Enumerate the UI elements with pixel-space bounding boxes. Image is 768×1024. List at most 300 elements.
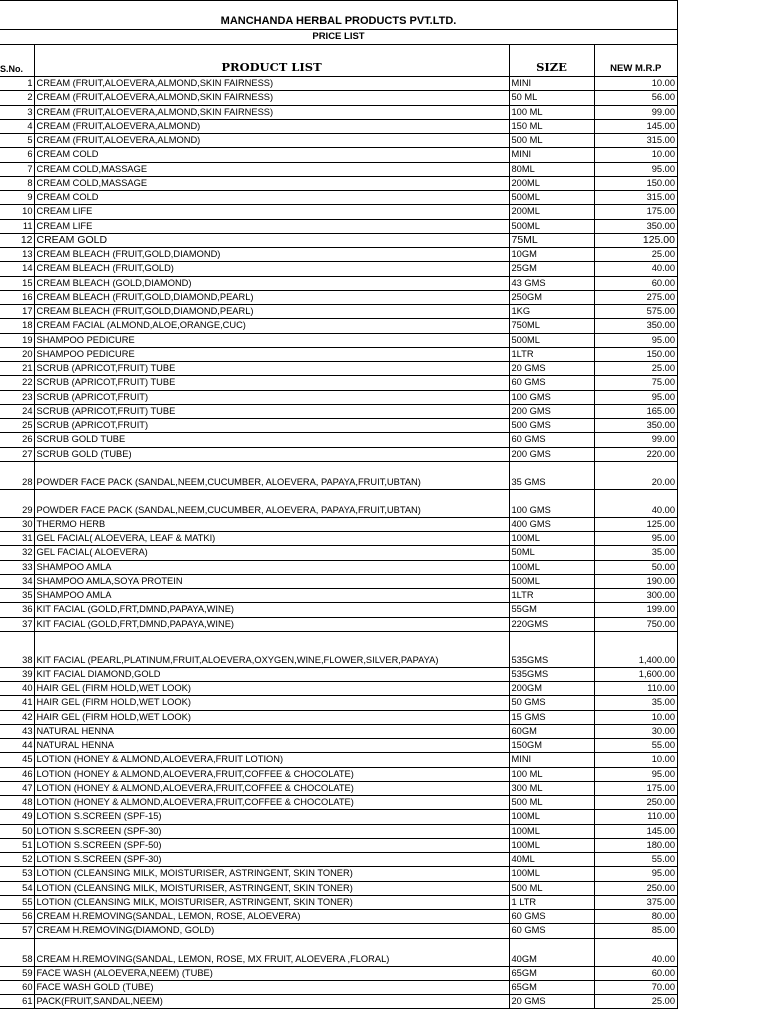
row-product: POWDER FACE PACK (SANDAL,NEEM,CUCUMBER, ALOEVERA, PAPAYA,FRUIT,UBTAN) — [34, 489, 509, 517]
row-mrp: 180.00 — [594, 838, 677, 852]
row-mrp: 250.00 — [594, 881, 677, 895]
row-sno: 9 — [0, 191, 34, 205]
row-sno: 50 — [0, 824, 34, 838]
table-row — [0, 319, 677, 333]
row-size: MINI — [509, 753, 594, 767]
row-mrp: 35.00 — [594, 696, 677, 710]
table-row — [0, 517, 677, 531]
table-row — [0, 91, 677, 105]
row-mrp: 250.00 — [594, 796, 677, 810]
row-sno: 3 — [0, 105, 34, 119]
row-mrp: 50.00 — [594, 560, 677, 574]
row-sno: 41 — [0, 696, 34, 710]
row-mrp: 70.00 — [594, 980, 677, 994]
table-row — [0, 134, 677, 148]
row-size: 80ML — [509, 162, 594, 176]
table-row — [0, 376, 677, 390]
table-row — [0, 248, 677, 262]
row-mrp: 110.00 — [594, 682, 677, 696]
row-product: KIT FACIAL (PEARL,PLATINUM,FRUIT,ALOEVERA,OXYGEN,WINE,FLOWER,SILVER,PAPAYA) — [34, 631, 509, 667]
row-mrp: 175.00 — [594, 781, 677, 795]
table-row — [0, 838, 677, 852]
row-size: 65GM — [509, 966, 594, 980]
price-list-subtitle: PRICE LIST — [0, 30, 677, 45]
row-sno: 53 — [0, 867, 34, 881]
row-product: CREAM COLD,MASSAGE — [34, 176, 509, 190]
row-mrp: 25.00 — [594, 362, 677, 376]
row-product: GEL FACIAL( ALOEVERA, LEAF & MATKI) — [34, 532, 509, 546]
row-sno: 22 — [0, 376, 34, 390]
row-sno: 24 — [0, 404, 34, 418]
table-row — [0, 824, 677, 838]
row-mrp: 60.00 — [594, 966, 677, 980]
row-product: LOTION (CLEANSING MILK, MOISTURISER, ASTRINGENT, SKIN TONER) — [34, 895, 509, 909]
row-sno: 37 — [0, 617, 34, 631]
row-sno: 61 — [0, 995, 34, 1009]
row-mrp: 145.00 — [594, 824, 677, 838]
row-mrp: 350.00 — [594, 319, 677, 333]
row-mrp: 25.00 — [594, 995, 677, 1009]
table-row — [0, 262, 677, 276]
table-row — [0, 938, 677, 966]
row-product: SHAMPOO PEDICURE — [34, 347, 509, 361]
row-mrp: 1,600.00 — [594, 667, 677, 681]
row-size: 20 GMS — [509, 362, 594, 376]
row-mrp: 300.00 — [594, 589, 677, 603]
row-sno: 40 — [0, 682, 34, 696]
row-sno: 56 — [0, 910, 34, 924]
row-size: 50 GMS — [509, 696, 594, 710]
row-size: 300 ML — [509, 781, 594, 795]
row-sno: 20 — [0, 347, 34, 361]
row-size: 150GM — [509, 739, 594, 753]
row-mrp: 40.00 — [594, 489, 677, 517]
row-sno: 11 — [0, 219, 34, 233]
table-row — [0, 433, 677, 447]
row-mrp: 125.00 — [594, 233, 677, 247]
table-row — [0, 148, 677, 162]
row-size: 40ML — [509, 853, 594, 867]
row-size: 535GMS — [509, 631, 594, 667]
table-row — [0, 724, 677, 738]
row-sno: 23 — [0, 390, 34, 404]
row-sno: 4 — [0, 119, 34, 133]
row-product: CREAM BLEACH (FRUIT,GOLD,DIAMOND) — [34, 248, 509, 262]
row-product: CREAM BLEACH (FRUIT,GOLD,DIAMOND,PEARL) — [34, 290, 509, 304]
row-product: SCRUB (APRICOT,FRUIT) TUBE — [34, 376, 509, 390]
table-row — [0, 404, 677, 418]
row-sno: 29 — [0, 489, 34, 517]
row-mrp: 315.00 — [594, 191, 677, 205]
row-product: LOTION (HONEY & ALMOND,ALOEVERA,FRUIT,COFFEE & CHOCOLATE) — [34, 781, 509, 795]
row-sno: 52 — [0, 853, 34, 867]
row-product: SCRUB (APRICOT,FRUIT) TUBE — [34, 404, 509, 418]
row-mrp: 20.00 — [594, 461, 677, 489]
row-mrp: 95.00 — [594, 162, 677, 176]
row-mrp: 95.00 — [594, 767, 677, 781]
row-size: 60 GMS — [509, 924, 594, 938]
row-mrp: 350.00 — [594, 219, 677, 233]
row-product: LOTION S.SCREEN (SPF-30) — [34, 853, 509, 867]
row-size: 60GM — [509, 724, 594, 738]
table-row — [0, 419, 677, 433]
row-product: CREAM GOLD — [34, 233, 509, 247]
row-sno: 2 — [0, 91, 34, 105]
table-row — [0, 667, 677, 681]
table-row — [0, 461, 677, 489]
table-row — [0, 881, 677, 895]
row-size: 1LTR — [509, 589, 594, 603]
row-mrp: 150.00 — [594, 347, 677, 361]
row-sno: 59 — [0, 966, 34, 980]
table-row — [0, 105, 677, 119]
row-size: 500 ML — [509, 796, 594, 810]
row-size: 220GMS — [509, 617, 594, 631]
row-mrp: 110.00 — [594, 810, 677, 824]
row-sno: 33 — [0, 560, 34, 574]
row-product: CREAM (FRUIT,ALOEVERA,ALMOND) — [34, 134, 509, 148]
row-size: 500ML — [509, 191, 594, 205]
row-sno: 7 — [0, 162, 34, 176]
row-product: PACK(FRUIT,SANDAL,NEEM) — [34, 995, 509, 1009]
table-row — [0, 631, 677, 667]
company-name: MANCHANDA HERBAL PRODUCTS PVT.LTD. — [0, 0, 677, 30]
row-sno: 14 — [0, 262, 34, 276]
row-product: KIT FACIAL DIAMOND,GOLD — [34, 667, 509, 681]
row-product: SHAMPOO AMLA — [34, 560, 509, 574]
row-mrp: 750.00 — [594, 617, 677, 631]
row-mrp: 55.00 — [594, 853, 677, 867]
price-table — [0, 45, 677, 1009]
row-size: 1 LTR — [509, 895, 594, 909]
column-header-size: SIZE — [509, 45, 594, 77]
row-size: 200ML — [509, 176, 594, 190]
row-product: LOTION (HONEY & ALMOND,ALOEVERA,FRUIT,COFFEE & CHOCOLATE) — [34, 796, 509, 810]
row-sno: 17 — [0, 305, 34, 319]
row-mrp: 275.00 — [594, 290, 677, 304]
row-mrp: 350.00 — [594, 419, 677, 433]
row-product: CREAM COLD — [34, 148, 509, 162]
row-product: SCRUB (APRICOT,FRUIT) TUBE — [34, 362, 509, 376]
row-product: SCRUB (APRICOT,FRUIT) — [34, 419, 509, 433]
row-sno: 12 — [0, 233, 34, 247]
row-size: 250GM — [509, 290, 594, 304]
column-header-product: PRODUCT LIST — [34, 45, 509, 77]
table-row — [0, 546, 677, 560]
row-size: 100ML — [509, 867, 594, 881]
row-sno: 35 — [0, 589, 34, 603]
row-product: HAIR GEL (FIRM HOLD,WET LOOK) — [34, 696, 509, 710]
row-product: SHAMPOO AMLA,SOYA PROTEIN — [34, 574, 509, 588]
table-row — [0, 617, 677, 631]
row-mrp: 85.00 — [594, 924, 677, 938]
row-product: FACE WASH (ALOEVERA,NEEM) (TUBE) — [34, 966, 509, 980]
row-size: 10GM — [509, 248, 594, 262]
table-row — [0, 739, 677, 753]
row-size: 100ML — [509, 532, 594, 546]
row-mrp: 10.00 — [594, 148, 677, 162]
row-mrp: 30.00 — [594, 724, 677, 738]
row-sno: 51 — [0, 838, 34, 852]
table-row — [0, 753, 677, 767]
row-mrp: 99.00 — [594, 105, 677, 119]
row-size: 15 GMS — [509, 710, 594, 724]
row-mrp: 10.00 — [594, 77, 677, 91]
row-sno: 42 — [0, 710, 34, 724]
row-product: CREAM (FRUIT,ALOEVERA,ALMOND,SKIN FAIRNESS) — [34, 105, 509, 119]
table-row — [0, 276, 677, 290]
row-product: GEL FACIAL( ALOEVERA) — [34, 546, 509, 560]
row-size: 1KG — [509, 305, 594, 319]
row-sno: 34 — [0, 574, 34, 588]
table-row — [0, 966, 677, 980]
row-product: LOTION (HONEY & ALMOND,ALOEVERA,FRUIT LOTION) — [34, 753, 509, 767]
table-row — [0, 995, 677, 1009]
table-row — [0, 162, 677, 176]
table-row — [0, 205, 677, 219]
row-mrp: 199.00 — [594, 603, 677, 617]
row-sno: 60 — [0, 980, 34, 994]
row-sno: 27 — [0, 447, 34, 461]
row-product: CREAM LIFE — [34, 205, 509, 219]
row-mrp: 25.00 — [594, 248, 677, 262]
row-sno: 25 — [0, 419, 34, 433]
table-header-row — [0, 45, 677, 77]
row-size: 100 GMS — [509, 489, 594, 517]
row-size: 1LTR — [509, 347, 594, 361]
row-mrp: 175.00 — [594, 205, 677, 219]
row-product: CREAM BLEACH (FRUIT,GOLD) — [34, 262, 509, 276]
row-mrp: 60.00 — [594, 276, 677, 290]
row-sno: 44 — [0, 739, 34, 753]
row-product: SHAMPOO AMLA — [34, 589, 509, 603]
table-row — [0, 333, 677, 347]
row-size: 100ML — [509, 560, 594, 574]
row-sno: 18 — [0, 319, 34, 333]
row-size: 55GM — [509, 603, 594, 617]
row-sno: 19 — [0, 333, 34, 347]
row-product: CREAM FACIAL (ALMOND,ALOE,ORANGE,CUC) — [34, 319, 509, 333]
row-size: 200 GMS — [509, 447, 594, 461]
row-size: 60 GMS — [509, 433, 594, 447]
row-sno: 1 — [0, 77, 34, 91]
row-product: POWDER FACE PACK (SANDAL,NEEM,CUCUMBER, ALOEVERA, PAPAYA,FRUIT,UBTAN) — [34, 461, 509, 489]
table-row — [0, 589, 677, 603]
row-mrp: 190.00 — [594, 574, 677, 588]
table-row — [0, 347, 677, 361]
row-size: 20 GMS — [509, 995, 594, 1009]
row-size: 500ML — [509, 574, 594, 588]
row-product: SCRUB GOLD TUBE — [34, 433, 509, 447]
row-mrp: 375.00 — [594, 895, 677, 909]
row-mrp: 99.00 — [594, 433, 677, 447]
row-product: CREAM BLEACH (FRUIT,GOLD,DIAMOND,PEARL) — [34, 305, 509, 319]
row-size: 200ML — [509, 205, 594, 219]
row-size: 400 GMS — [509, 517, 594, 531]
row-product: CREAM (FRUIT,ALOEVERA,ALMOND,SKIN FAIRNESS) — [34, 91, 509, 105]
row-mrp: 95.00 — [594, 390, 677, 404]
row-sno: 38 — [0, 631, 34, 667]
table-row — [0, 560, 677, 574]
row-sno: 39 — [0, 667, 34, 681]
row-size: 500 GMS — [509, 419, 594, 433]
row-sno: 45 — [0, 753, 34, 767]
row-size: 200GM — [509, 682, 594, 696]
row-sno: 43 — [0, 724, 34, 738]
table-row — [0, 924, 677, 938]
row-mrp: 35.00 — [594, 546, 677, 560]
table-row — [0, 767, 677, 781]
row-sno: 47 — [0, 781, 34, 795]
row-sno: 58 — [0, 938, 34, 966]
row-size: 25GM — [509, 262, 594, 276]
row-product: LOTION (HONEY & ALMOND,ALOEVERA,FRUIT,COFFEE & CHOCOLATE) — [34, 767, 509, 781]
row-mrp: 55.00 — [594, 739, 677, 753]
row-size: 100ML — [509, 838, 594, 852]
row-mrp: 220.00 — [594, 447, 677, 461]
row-size: 100ML — [509, 824, 594, 838]
row-size: MINI — [509, 148, 594, 162]
row-sno: 28 — [0, 461, 34, 489]
row-sno: 32 — [0, 546, 34, 560]
row-mrp: 75.00 — [594, 376, 677, 390]
row-sno: 21 — [0, 362, 34, 376]
table-row — [0, 910, 677, 924]
row-mrp: 80.00 — [594, 910, 677, 924]
table-row — [0, 119, 677, 133]
row-size: 500ML — [509, 333, 594, 347]
row-size: 35 GMS — [509, 461, 594, 489]
table-row — [0, 980, 677, 994]
row-size: 750ML — [509, 319, 594, 333]
table-row — [0, 696, 677, 710]
row-sno: 8 — [0, 176, 34, 190]
row-mrp: 575.00 — [594, 305, 677, 319]
table-row — [0, 489, 677, 517]
row-sno: 55 — [0, 895, 34, 909]
row-size: 100 ML — [509, 105, 594, 119]
row-sno: 13 — [0, 248, 34, 262]
row-mrp: 40.00 — [594, 262, 677, 276]
table-row — [0, 796, 677, 810]
row-product: HAIR GEL (FIRM HOLD,WET LOOK) — [34, 710, 509, 724]
row-size: 60 GMS — [509, 910, 594, 924]
row-product: KIT FACIAL (GOLD,FRT,DMND,PAPAYA,WINE) — [34, 603, 509, 617]
row-product: CREAM COLD — [34, 191, 509, 205]
table-row — [0, 853, 677, 867]
row-product: LOTION (CLEANSING MILK, MOISTURISER, ASTRINGENT, SKIN TONER) — [34, 867, 509, 881]
row-product: CREAM (FRUIT,ALOEVERA,ALMOND) — [34, 119, 509, 133]
table-row — [0, 447, 677, 461]
column-header-sno: S.No. — [0, 45, 34, 77]
column-header-mrp: NEW M.R.P — [594, 45, 677, 77]
row-size: 65GM — [509, 980, 594, 994]
row-product: SCRUB (APRICOT,FRUIT) — [34, 390, 509, 404]
row-size: 500 ML — [509, 134, 594, 148]
row-sno: 48 — [0, 796, 34, 810]
table-row — [0, 682, 677, 696]
row-sno: 54 — [0, 881, 34, 895]
row-product: CREAM H.REMOVING(SANDAL, LEMON, ROSE, ALOEVERA) — [34, 910, 509, 924]
row-product: NATURAL HENNA — [34, 724, 509, 738]
table-row — [0, 233, 677, 247]
row-size: 40GM — [509, 938, 594, 966]
row-size: 500ML — [509, 219, 594, 233]
table-row — [0, 810, 677, 824]
row-mrp: 10.00 — [594, 753, 677, 767]
row-sno: 30 — [0, 517, 34, 531]
row-product: CREAM LIFE — [34, 219, 509, 233]
row-product: CREAM COLD,MASSAGE — [34, 162, 509, 176]
row-size: MINI — [509, 77, 594, 91]
table-row — [0, 867, 677, 881]
row-mrp: 150.00 — [594, 176, 677, 190]
table-row — [0, 176, 677, 190]
row-sno: 46 — [0, 767, 34, 781]
table-row — [0, 895, 677, 909]
row-size: 43 GMS — [509, 276, 594, 290]
row-mrp: 95.00 — [594, 532, 677, 546]
row-size: 60 GMS — [509, 376, 594, 390]
row-product: THERMO HERB — [34, 517, 509, 531]
row-mrp: 315.00 — [594, 134, 677, 148]
row-mrp: 145.00 — [594, 119, 677, 133]
table-row — [0, 290, 677, 304]
row-product: SHAMPOO PEDICURE — [34, 333, 509, 347]
table-row — [0, 603, 677, 617]
table-row — [0, 390, 677, 404]
row-size: 200 GMS — [509, 404, 594, 418]
row-mrp: 1,400.00 — [594, 631, 677, 667]
row-size: 100ML — [509, 810, 594, 824]
row-size: 100 GMS — [509, 390, 594, 404]
row-product: HAIR GEL (FIRM HOLD,WET LOOK) — [34, 682, 509, 696]
row-sno: 15 — [0, 276, 34, 290]
table-row — [0, 710, 677, 724]
table-row — [0, 77, 677, 91]
row-size: 50ML — [509, 546, 594, 560]
row-product: CREAM H.REMOVING(DIAMOND, GOLD) — [34, 924, 509, 938]
row-mrp: 95.00 — [594, 333, 677, 347]
row-product: LOTION S.SCREEN (SPF-30) — [34, 824, 509, 838]
row-sno: 31 — [0, 532, 34, 546]
row-size: 150 ML — [509, 119, 594, 133]
row-sno: 6 — [0, 148, 34, 162]
row-mrp: 125.00 — [594, 517, 677, 531]
table-row — [0, 305, 677, 319]
row-product: NATURAL HENNA — [34, 739, 509, 753]
row-mrp: 56.00 — [594, 91, 677, 105]
row-mrp: 40.00 — [594, 938, 677, 966]
row-product: LOTION S.SCREEN (SPF-15) — [34, 810, 509, 824]
table-row — [0, 362, 677, 376]
row-product: CREAM BLEACH (GOLD,DIAMOND) — [34, 276, 509, 290]
row-sno: 10 — [0, 205, 34, 219]
row-sno: 16 — [0, 290, 34, 304]
row-sno: 49 — [0, 810, 34, 824]
row-mrp: 95.00 — [594, 867, 677, 881]
row-mrp: 165.00 — [594, 404, 677, 418]
row-size: 75ML — [509, 233, 594, 247]
row-product: LOTION (CLEANSING MILK, MOISTURISER, ASTRINGENT, SKIN TONER) — [34, 881, 509, 895]
row-sno: 26 — [0, 433, 34, 447]
table-row — [0, 781, 677, 795]
row-product: CREAM H.REMOVING(SANDAL, LEMON, ROSE, MX FRUIT, ALOEVERA ,FLORAL) — [34, 938, 509, 966]
row-size: 500 ML — [509, 881, 594, 895]
row-product: KIT FACIAL (GOLD,FRT,DMND,PAPAYA,WINE) — [34, 617, 509, 631]
row-product: SCRUB GOLD (TUBE) — [34, 447, 509, 461]
row-product: FACE WASH GOLD (TUBE) — [34, 980, 509, 994]
